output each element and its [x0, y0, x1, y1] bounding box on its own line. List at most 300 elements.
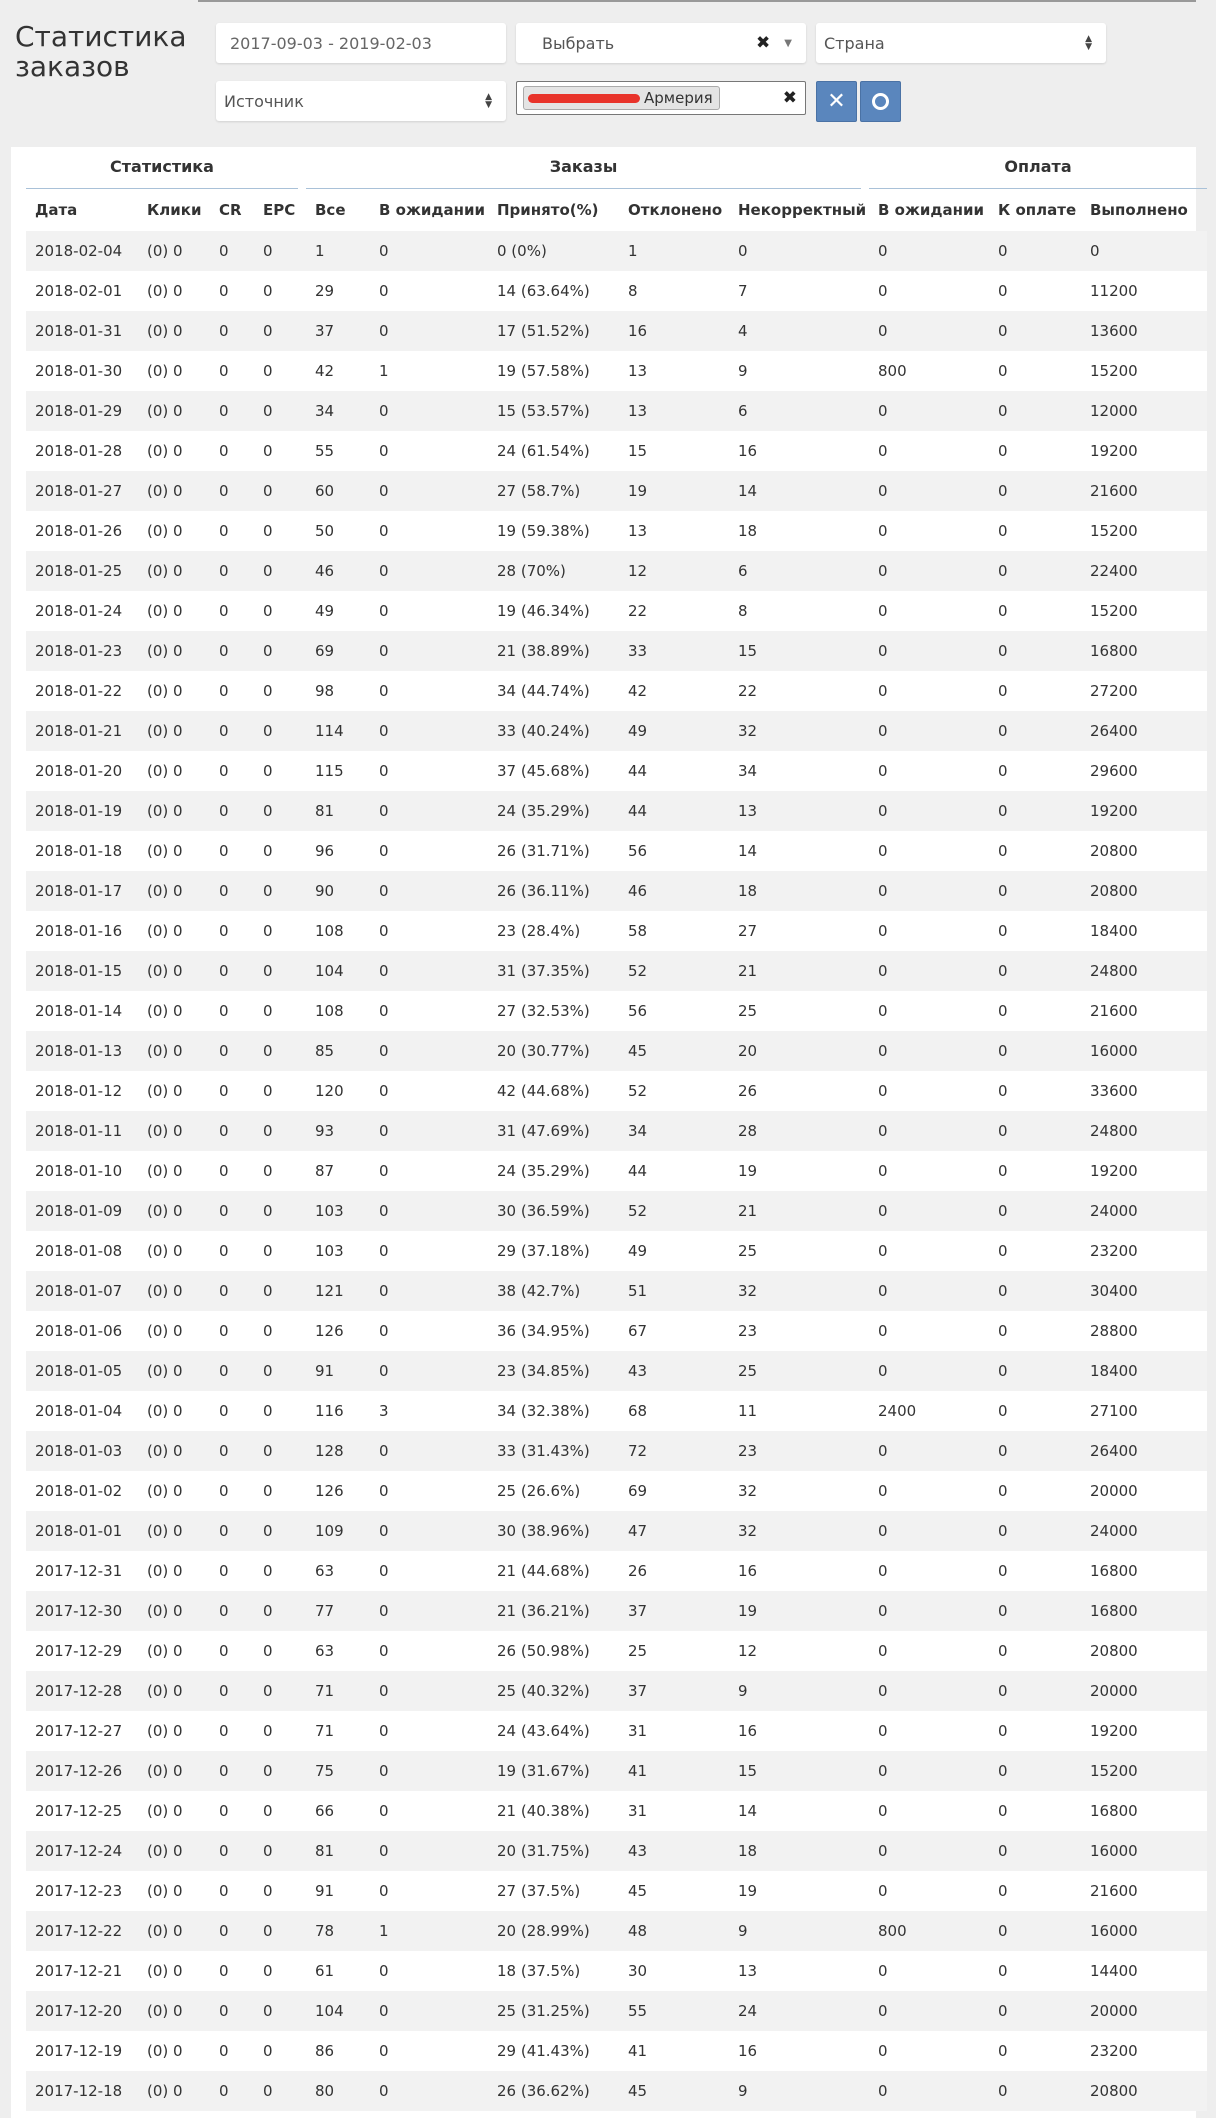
table-cell: 27200: [1081, 671, 1207, 711]
table-cell: 22: [729, 671, 869, 711]
table-cell: 0: [370, 231, 488, 271]
table-cell: 0: [210, 591, 254, 631]
table-cell: 36 (34.95%): [488, 1311, 619, 1351]
column-header[interactable]: Выполнено: [1090, 201, 1188, 219]
table-cell: 0: [869, 1311, 989, 1351]
table-cell: 0: [989, 351, 1081, 391]
table-cell: 0: [989, 1471, 1081, 1511]
table-cell: 0: [254, 791, 306, 831]
table-cell: 19200: [1081, 1711, 1207, 1751]
table-cell: 0: [254, 1831, 306, 1871]
table-cell: 14: [729, 471, 869, 511]
table-cell: 24000: [1081, 1191, 1207, 1231]
table-cell: 30400: [1081, 1271, 1207, 1311]
table-cell: 108: [306, 991, 370, 1031]
table-row: [26, 231, 1207, 271]
table-cell: 34: [729, 751, 869, 791]
column-header[interactable]: Все: [315, 201, 346, 219]
table-cell: 0: [989, 1511, 1081, 1551]
column-header[interactable]: В ожидании: [379, 201, 486, 219]
table-cell: 81: [306, 791, 370, 831]
table-cell: 31 (37.35%): [488, 951, 619, 991]
table-row: [26, 911, 1207, 951]
table-cell: 0: [370, 991, 488, 1031]
table-cell: 0: [210, 791, 254, 831]
table-cell: 0: [869, 791, 989, 831]
column-header[interactable]: Некорректный: [738, 201, 867, 219]
table-cell: 0: [869, 751, 989, 791]
country-select-placeholder: Страна: [824, 33, 885, 53]
table-cell: 0: [989, 1751, 1081, 1791]
table-cell: 13: [619, 351, 729, 391]
table-cell: 19 (31.67%): [488, 1751, 619, 1791]
table-cell: 0: [254, 311, 306, 351]
table-cell: 25 (26.6%): [488, 1471, 619, 1511]
offer-select[interactable]: [516, 23, 806, 63]
table-cell: 67: [619, 1311, 729, 1351]
table-cell: 2018-01-25: [26, 551, 138, 591]
table-cell: 61: [306, 1951, 370, 1991]
table-cell: 1: [306, 231, 370, 271]
table-cell: 0: [210, 1271, 254, 1311]
table-cell: (0) 0: [138, 671, 210, 711]
column-header[interactable]: К оплате: [998, 201, 1077, 219]
table-cell: (0) 0: [138, 951, 210, 991]
table-row: [26, 1831, 1207, 1871]
table-row: [26, 1031, 1207, 1071]
table-cell: 0: [210, 1191, 254, 1231]
table-cell: 2018-01-08: [26, 1231, 138, 1271]
table-cell: 0: [869, 1551, 989, 1591]
table-cell: 126: [306, 1311, 370, 1351]
table-cell: 121: [306, 1271, 370, 1311]
table-row: [26, 351, 1207, 391]
table-cell: 0: [869, 1631, 989, 1671]
table-cell: 26 (36.11%): [488, 871, 619, 911]
table-cell: 0: [989, 1191, 1081, 1231]
table-cell: 0: [210, 1471, 254, 1511]
table-cell: 0: [869, 1151, 989, 1191]
table-cell: 0: [254, 671, 306, 711]
table-cell: 21 (36.21%): [488, 1591, 619, 1631]
table-cell: 0: [370, 1111, 488, 1151]
table-cell: (0) 0: [138, 311, 210, 351]
table-cell: 20 (31.75%): [488, 1831, 619, 1871]
table-cell: 14: [729, 1791, 869, 1831]
table-cell: 0: [370, 2071, 488, 2111]
table-cell: 2017-12-29: [26, 1631, 138, 1671]
table-cell: 18400: [1081, 911, 1207, 951]
table-cell: 19 (57.58%): [488, 351, 619, 391]
table-cell: 0: [254, 831, 306, 871]
table-cell: 2017-12-28: [26, 1671, 138, 1711]
table-row: [26, 791, 1207, 831]
table-cell: 56: [619, 991, 729, 1031]
table-cell: 0: [370, 1191, 488, 1231]
table-row: [26, 1311, 1207, 1351]
table-cell: 0: [210, 991, 254, 1031]
table-cell: 0: [254, 551, 306, 591]
column-header[interactable]: CR: [219, 201, 242, 219]
table-cell: 0: [370, 1991, 488, 2031]
table-cell: 28: [729, 1111, 869, 1151]
table-cell: 0: [210, 711, 254, 751]
table-cell: 2018-01-23: [26, 631, 138, 671]
country-select[interactable]: [816, 23, 1106, 63]
table-cell: 2018-02-04: [26, 231, 138, 271]
table-cell: 32: [729, 1511, 869, 1551]
table-cell: 18: [729, 871, 869, 911]
table-cell: (0) 0: [138, 551, 210, 591]
table-cell: 34: [619, 1111, 729, 1151]
table-cell: 0: [370, 871, 488, 911]
table-row: [26, 1711, 1207, 1751]
table-row: [26, 1591, 1207, 1631]
table-cell: 0: [370, 1151, 488, 1191]
table-row: [26, 311, 1207, 351]
table-cell: 0: [254, 231, 306, 271]
table-cell: 0: [869, 1591, 989, 1631]
table-cell: 26: [619, 1551, 729, 1591]
table-cell: 2018-01-15: [26, 951, 138, 991]
table-cell: 25 (40.32%): [488, 1671, 619, 1711]
table-cell: 0: [210, 751, 254, 791]
table-cell: 2018-01-30: [26, 351, 138, 391]
table-cell: 800: [869, 1911, 989, 1951]
table-cell: (0) 0: [138, 1311, 210, 1351]
table-cell: 1: [619, 231, 729, 271]
table-cell: 26400: [1081, 711, 1207, 751]
table-cell: 44: [619, 751, 729, 791]
table-cell: 72: [619, 1431, 729, 1471]
table-cell: 0: [210, 471, 254, 511]
table-cell: 21 (38.89%): [488, 631, 619, 671]
table-cell: 16: [729, 1551, 869, 1591]
table-cell: 42 (44.68%): [488, 1071, 619, 1111]
table-cell: 0: [254, 1391, 306, 1431]
table-cell: 30: [619, 1951, 729, 1991]
table-cell: (0) 0: [138, 2031, 210, 2071]
table-cell: 52: [619, 1071, 729, 1111]
table-cell: 27 (37.5%): [488, 1871, 619, 1911]
clear-selection-icon[interactable]: ✖: [756, 33, 771, 53]
table-cell: 0: [370, 791, 488, 831]
table-cell: 0: [989, 1671, 1081, 1711]
table-cell: 71: [306, 1671, 370, 1711]
table-cell: 8: [729, 591, 869, 631]
table-row: [26, 1231, 1207, 1271]
table-cell: (0) 0: [138, 1551, 210, 1591]
table-cell: 19 (59.38%): [488, 511, 619, 551]
table-cell: 3: [370, 1391, 488, 1431]
table-cell: 1: [370, 1911, 488, 1951]
table-cell: 0: [989, 911, 1081, 951]
table-cell: 0: [869, 1671, 989, 1711]
table-cell: 0: [989, 631, 1081, 671]
table-cell: 13: [729, 791, 869, 831]
table-cell: 0: [254, 1071, 306, 1111]
table-cell: 104: [306, 951, 370, 991]
table-cell: 2018-01-18: [26, 831, 138, 871]
select-arrows-icon: ▲ ▼: [1085, 34, 1092, 52]
table-cell: 20000: [1081, 1671, 1207, 1711]
table-cell: (0) 0: [138, 1831, 210, 1871]
table-cell: 91: [306, 1871, 370, 1911]
table-cell: 15: [729, 1751, 869, 1791]
table-cell: 0: [370, 1831, 488, 1871]
table-row: [26, 991, 1207, 1031]
table-row: [26, 1111, 1207, 1151]
table-cell: 0: [989, 991, 1081, 1031]
table-cell: 33600: [1081, 1071, 1207, 1111]
table-cell: 81: [306, 1831, 370, 1871]
table-cell: 0: [210, 1031, 254, 1071]
table-cell: 0: [254, 1631, 306, 1671]
table-cell: 44: [619, 1151, 729, 1191]
table-cell: 2018-01-16: [26, 911, 138, 951]
table-cell: 66: [306, 1791, 370, 1831]
table-cell: 29 (37.18%): [488, 1231, 619, 1271]
table-cell: 0: [869, 1431, 989, 1471]
table-cell: 0: [254, 1191, 306, 1231]
clear-tags-icon[interactable]: ✖: [782, 88, 797, 108]
table-cell: 23 (28.4%): [488, 911, 619, 951]
table-cell: 68: [619, 1391, 729, 1431]
table-cell: 108: [306, 911, 370, 951]
tags-input[interactable]: [516, 81, 806, 115]
apply-button[interactable]: [860, 81, 901, 122]
table-cell: 2017-12-24: [26, 1831, 138, 1871]
table-cell: 0: [210, 1751, 254, 1791]
table-cell: 0: [370, 1031, 488, 1071]
table-cell: 0: [869, 1271, 989, 1311]
table-cell: 34: [306, 391, 370, 431]
table-cell: 0: [254, 2071, 306, 2111]
table-cell: 16: [729, 431, 869, 471]
table-cell: 0: [254, 1711, 306, 1751]
table-cell: 0: [210, 831, 254, 871]
table-cell: 0: [989, 1031, 1081, 1071]
reset-button[interactable]: [816, 81, 857, 122]
table-cell: 2018-01-28: [26, 431, 138, 471]
table-cell: 75: [306, 1751, 370, 1791]
table-cell: 2017-12-25: [26, 1791, 138, 1831]
table-cell: (0) 0: [138, 1911, 210, 1951]
table-row: [26, 1751, 1207, 1791]
table-cell: 0: [869, 2071, 989, 2111]
column-header[interactable]: Принято(%): [497, 201, 599, 219]
table-cell: 19: [619, 471, 729, 511]
table-cell: (0) 0: [138, 1991, 210, 2031]
table-cell: 0: [370, 831, 488, 871]
table-cell: 0: [210, 391, 254, 431]
table-cell: 32: [729, 711, 869, 751]
circle-icon: [872, 93, 889, 110]
table-cell: 0: [210, 2071, 254, 2111]
table-row: [26, 1471, 1207, 1511]
table-cell: 38 (42.7%): [488, 1271, 619, 1311]
table-cell: 31 (47.69%): [488, 1111, 619, 1151]
table-cell: 0: [869, 1871, 989, 1911]
table-cell: (0) 0: [138, 271, 210, 311]
table-cell: 0: [989, 1431, 1081, 1471]
table-cell: 28 (70%): [488, 551, 619, 591]
table-cell: 0: [989, 711, 1081, 751]
table-cell: 0: [370, 1671, 488, 1711]
table-row: [26, 1991, 1207, 2031]
table-cell: 24 (35.29%): [488, 791, 619, 831]
table-cell: 85: [306, 1031, 370, 1071]
table-cell: 2400: [869, 1391, 989, 1431]
table-row: [26, 1151, 1207, 1191]
table-cell: (0) 0: [138, 231, 210, 271]
table-cell: 12: [729, 1631, 869, 1671]
table-cell: (0) 0: [138, 1471, 210, 1511]
table-cell: 22: [619, 591, 729, 631]
table-cell: 16: [619, 311, 729, 351]
table-cell: 0: [210, 631, 254, 671]
table-cell: 24 (61.54%): [488, 431, 619, 471]
table-cell: 0: [989, 231, 1081, 271]
table-cell: 90: [306, 871, 370, 911]
table-cell: 63: [306, 1551, 370, 1591]
column-header[interactable]: Клики: [147, 201, 202, 219]
table-cell: 0: [210, 1071, 254, 1111]
table-cell: 0: [254, 1231, 306, 1271]
top-divider: [198, 0, 1196, 2]
redaction-mark: [528, 94, 640, 103]
table-row: [26, 271, 1207, 311]
table-cell: 0: [210, 1511, 254, 1551]
table-cell: 2018-01-10: [26, 1151, 138, 1191]
table-cell: 0: [869, 1111, 989, 1151]
table-cell: 13600: [1081, 311, 1207, 351]
table-cell: 80: [306, 2071, 370, 2111]
table-cell: 0: [989, 1711, 1081, 1751]
table-cell: 0: [254, 1591, 306, 1631]
table-cell: 0: [869, 1751, 989, 1791]
table-cell: 2018-01-31: [26, 311, 138, 351]
table-cell: (0) 0: [138, 631, 210, 671]
table-cell: 2018-01-21: [26, 711, 138, 751]
table-cell: 120: [306, 1071, 370, 1111]
selected-tag[interactable]: [523, 86, 720, 110]
table-cell: 0: [210, 231, 254, 271]
table-cell: 15200: [1081, 1751, 1207, 1791]
table-cell: 2017-12-23: [26, 1871, 138, 1911]
table-cell: 23200: [1081, 1231, 1207, 1271]
table-cell: 19: [729, 1871, 869, 1911]
table-row: [26, 1511, 1207, 1551]
column-header[interactable]: Дата: [35, 201, 78, 219]
table-cell: 26 (31.71%): [488, 831, 619, 871]
table-cell: 0: [254, 1471, 306, 1511]
table-cell: 45: [619, 1031, 729, 1071]
table-cell: (0) 0: [138, 391, 210, 431]
table-cell: 17 (51.52%): [488, 311, 619, 351]
table-cell: 0: [989, 2031, 1081, 2071]
table-cell: 41: [619, 2031, 729, 2071]
table-cell: 2017-12-30: [26, 1591, 138, 1631]
date-range-input[interactable]: [216, 23, 506, 63]
table-cell: 0: [370, 1511, 488, 1551]
table-cell: 0: [869, 511, 989, 551]
table-cell: 0: [869, 951, 989, 991]
table-cell: 0: [210, 351, 254, 391]
table-cell: (0) 0: [138, 1071, 210, 1111]
table-cell: 0: [370, 1551, 488, 1591]
group-header-row: [26, 147, 1207, 189]
table-cell: 109: [306, 1511, 370, 1551]
table-cell: 0: [254, 871, 306, 911]
table-cell: 0: [989, 1311, 1081, 1351]
table-cell: 0: [989, 1591, 1081, 1631]
column-header[interactable]: В ожидании: [878, 201, 985, 219]
table-cell: 25: [619, 1631, 729, 1671]
stats-table-body: [26, 231, 1207, 2111]
table-cell: 63: [306, 1631, 370, 1671]
table-cell: 0: [370, 1311, 488, 1351]
table-cell: 0: [210, 911, 254, 951]
table-cell: 0: [210, 1151, 254, 1191]
source-select[interactable]: [216, 81, 506, 121]
table-cell: 6: [729, 391, 869, 431]
table-cell: 26: [729, 1071, 869, 1111]
table-cell: 2018-01-02: [26, 1471, 138, 1511]
table-cell: 52: [619, 1191, 729, 1231]
table-cell: 33: [619, 631, 729, 671]
table-cell: 15200: [1081, 591, 1207, 631]
table-cell: 28800: [1081, 1311, 1207, 1351]
table-cell: 0: [210, 431, 254, 471]
table-cell: 46: [306, 551, 370, 591]
table-cell: 2018-01-07: [26, 1271, 138, 1311]
table-cell: 26 (50.98%): [488, 1631, 619, 1671]
table-cell: (0) 0: [138, 1671, 210, 1711]
table-cell: (0) 0: [138, 1391, 210, 1431]
column-header[interactable]: EPC: [263, 201, 296, 219]
table-cell: 0: [254, 1791, 306, 1831]
table-cell: (0) 0: [138, 1111, 210, 1151]
table-cell: 29 (41.43%): [488, 2031, 619, 2071]
table-cell: 0: [254, 591, 306, 631]
table-cell: 2018-01-03: [26, 1431, 138, 1471]
table-cell: 15 (53.57%): [488, 391, 619, 431]
table-cell: 0: [254, 1351, 306, 1391]
table-cell: 0: [370, 671, 488, 711]
table-cell: 21600: [1081, 991, 1207, 1031]
table-cell: 0: [989, 511, 1081, 551]
table-cell: (0) 0: [138, 1711, 210, 1751]
table-cell: 0: [254, 1951, 306, 1991]
table-cell: 18400: [1081, 1351, 1207, 1391]
column-header[interactable]: Отклонено: [628, 201, 723, 219]
table-cell: 0: [989, 1151, 1081, 1191]
table-cell: 0: [869, 911, 989, 951]
table-cell: 0: [869, 1471, 989, 1511]
table-row: [26, 551, 1207, 591]
table-cell: 23: [729, 1311, 869, 1351]
table-cell: 2018-01-22: [26, 671, 138, 711]
table-cell: (0) 0: [138, 431, 210, 471]
table-cell: 0: [989, 551, 1081, 591]
table-cell: 0: [989, 1911, 1081, 1951]
table-cell: 0: [989, 1111, 1081, 1151]
table-cell: (0) 0: [138, 591, 210, 631]
stats-table: [26, 147, 1207, 2111]
table-cell: 21600: [1081, 471, 1207, 511]
table-cell: 2018-01-13: [26, 1031, 138, 1071]
